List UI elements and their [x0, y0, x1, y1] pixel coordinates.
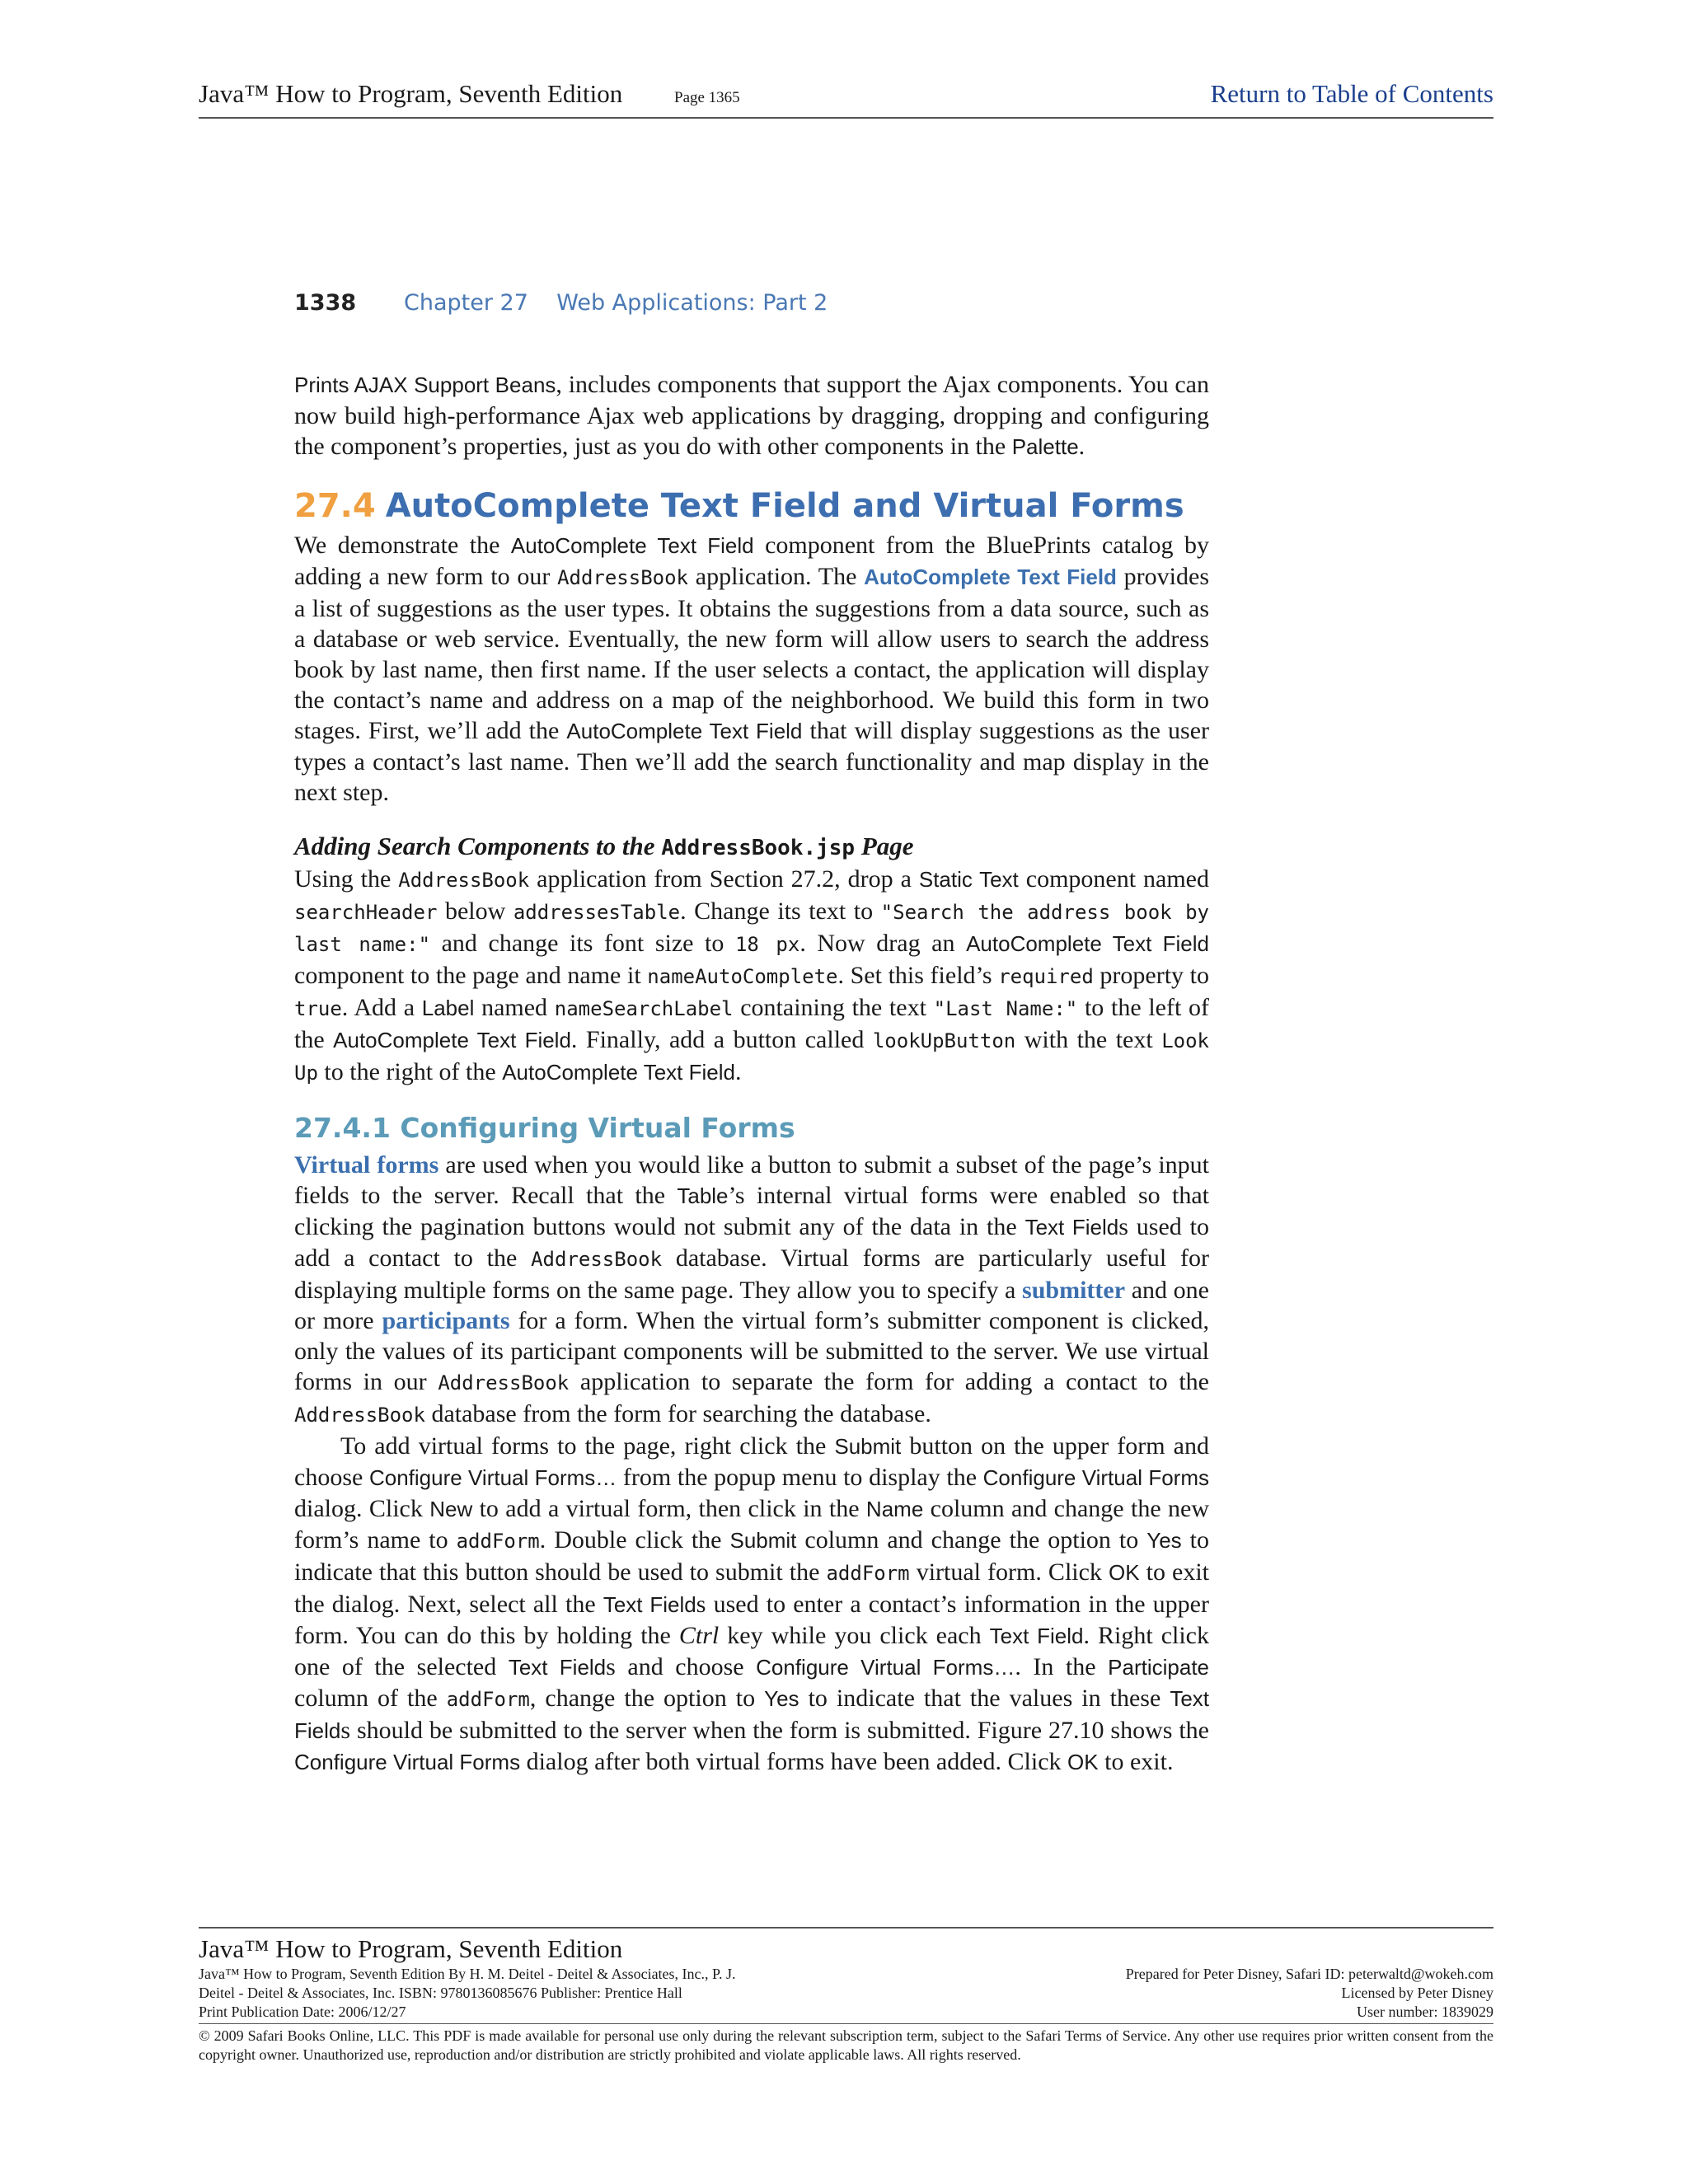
text: . Finally, add a button called: [570, 1026, 873, 1053]
code-term: searchHeader: [294, 901, 438, 924]
paragraph-virtual-forms: [294, 1150, 1209, 1431]
ui-term: Configure Virtual Forms: [982, 1465, 1209, 1490]
footer-copyright: © 2009 Safari Books Online, LLC. This PDF is made available for personal use only during the relevant subscription term, subject to the Safari Terms of Service. Any other use requires prior written consent from the copyright owner. Unauthorized use, reproduction and/or distribution are strictly prohibited and violate applicable laws. All rights reserved.: [199, 2023, 1493, 2064]
text: Page: [855, 832, 914, 860]
ui-term: OK: [1108, 1560, 1140, 1585]
text: dialog. Click: [294, 1495, 430, 1522]
section-heading-27-4: [294, 487, 1209, 525]
ui-term: Yes: [1146, 1528, 1182, 1553]
paragraph-intro: [294, 369, 1209, 462]
text: column of the: [294, 1685, 447, 1712]
chapter-title: Web Applications: Part 2: [556, 290, 828, 316]
text: column and change the new form’s name to: [294, 1495, 1209, 1554]
text: ’s internal virtual forms were enabled so that clicking the pagination buttons would not submit any of the data in the: [294, 1182, 1210, 1240]
chapter-number: Chapter 27: [404, 290, 528, 316]
code-term: AddressBook.jsp: [661, 836, 856, 860]
ui-term: Submit: [834, 1434, 902, 1459]
code-term: nameAutoComplete: [647, 965, 838, 988]
ui-term: AutoComplete Text Field: [566, 719, 803, 743]
text: column and change the option to: [796, 1526, 1147, 1554]
text: provides a list of suggestions as the user types. It obtains the suggestions from a data source, such as a database or web service. Eventually, the new form will allow users to search the address book by last name, then first name. If the user selects a contact, the application will display the contact’s name and address on a map of the neighborhood. We build this form in two stages. First, we’ll add the: [294, 563, 1209, 744]
footer-title: Java™ How to Program, Seventh Edition: [199, 1934, 623, 1963]
ui-term: Table: [677, 1183, 729, 1208]
ui-term: Text Field: [603, 1592, 696, 1617]
footer-row: [199, 1984, 1493, 2003]
top-header: [199, 76, 1493, 119]
section-heading-27-4-1: 27.4.1 Configuring Virtual Forms: [294, 1112, 795, 1144]
text: . Set this field’s: [837, 962, 999, 989]
key-name: Ctrl: [678, 1622, 720, 1649]
text: , change the option to: [529, 1685, 765, 1712]
section-title: AutoComplete Text Field and Virtual Forms: [385, 487, 1184, 525]
code-term: required: [998, 965, 1094, 988]
section-number: 27.4: [294, 487, 376, 525]
text: s should be submitted to the server when the form is submitted. Figure 27.10 shows the: [340, 1717, 1209, 1744]
page-area: [279, 280, 1236, 1871]
ui-term: Palette: [1011, 434, 1079, 459]
ui-term: OK: [1067, 1750, 1099, 1774]
footer-isbn: Deitel - Deitel & Associates, Inc. ISBN: 9780136085676 Publisher: Prentice Hall: [199, 1985, 682, 2001]
text: to exit.: [1098, 1748, 1174, 1775]
text: Adding Search Components to the: [294, 832, 662, 860]
text: . In the: [1015, 1653, 1109, 1680]
code-term: AddressBook: [438, 1371, 570, 1394]
key-term: submitter: [1022, 1277, 1126, 1304]
key-term: participants: [382, 1307, 510, 1334]
code-term: nameSearchLabel: [554, 997, 734, 1020]
text: property to: [1093, 962, 1210, 989]
text: button on the upper form and choose: [294, 1432, 1210, 1491]
text: s and choose: [606, 1653, 757, 1680]
code-term: lookUpButton: [872, 1029, 1016, 1052]
footer-row: [199, 1965, 1493, 1984]
ui-term: AutoComplete Text Field: [966, 931, 1210, 956]
text: to indicate that the values in these: [799, 1685, 1170, 1712]
code-term: Look Up: [294, 1029, 1209, 1085]
footer: [199, 1927, 1493, 2064]
text: , includes components that support the Ajax components. You can now build high-performance Ajax web applications by dragging, dropping and configuring the component’s properties, just as you do with other components in the: [294, 371, 1209, 460]
text: component named: [1018, 865, 1209, 893]
key-term: AutoComplete Text Field: [864, 565, 1117, 589]
text: and change its font size to: [430, 930, 735, 957]
book-title: Java™ How to Program, Seventh Edition: [199, 79, 623, 108]
text: to indicate that this button should be used to submit the: [294, 1526, 1209, 1586]
text: . Now drag an: [799, 930, 967, 957]
ui-term: Submit: [729, 1528, 797, 1553]
text: To add virtual forms to the page, right click the: [340, 1432, 835, 1460]
code-term: AddressBook: [531, 1248, 663, 1271]
text: . Add a: [341, 994, 422, 1021]
text: containing the text: [733, 994, 934, 1021]
footer-prepared-for: Prepared for Peter Disney, Safari ID: peterwaltd@wokeh.com: [1125, 1966, 1493, 1982]
text: that will display suggestions as the user types a contact’s last name. Then we’ll add the search functionality and map display in the next step.: [294, 717, 1209, 806]
footer-pub-date: Print Publication Date: 2006/12/27: [199, 2004, 406, 2020]
return-to-toc-link[interactable]: Return to Table of Contents: [1210, 79, 1493, 108]
text: named: [474, 994, 555, 1021]
text: key while you click each: [719, 1622, 990, 1649]
ui-term: Text Field: [1025, 1215, 1119, 1240]
text: . Double click the: [539, 1526, 730, 1554]
chapter-label: [404, 290, 828, 316]
ui-term: AutoComplete Text Field: [333, 1028, 571, 1052]
subheading-adding-search: [294, 831, 1209, 864]
ui-term: Configure Virtual Forms…: [368, 1465, 617, 1490]
text: to the right of the: [317, 1058, 503, 1085]
text: Using the: [294, 865, 399, 893]
ui-term: Text Field: [508, 1655, 607, 1680]
text: from the popup menu to display the: [617, 1464, 983, 1491]
text: s used to enter a contact’s information in the upper form. You can do this by holding the: [294, 1591, 1209, 1649]
footer-row: [199, 2003, 1493, 2022]
text: application to separate the form for adding a contact to the: [569, 1368, 1209, 1395]
code-term: "Search the address book by last name:": [294, 901, 1209, 956]
code-term: 18 px: [734, 933, 800, 956]
ui-term: Name: [865, 1497, 924, 1521]
page-label: Page 1365: [674, 89, 740, 106]
footer-user-number: User number: 1839029: [1357, 2004, 1493, 2020]
code-term: AddressBook: [557, 566, 689, 589]
text: with the text: [1015, 1026, 1162, 1053]
text: for a form. When the virtual form’s submitter component is clicked, only the values of its participant components will be submitted to the server. We use virtual forms in our: [294, 1307, 1209, 1395]
ui-term: Label: [421, 996, 475, 1020]
ui-term: Static Text: [918, 867, 1019, 892]
ui-term: Text Field: [989, 1624, 1084, 1648]
text: . Change its text to: [680, 898, 881, 925]
ui-term: Text Field: [294, 1686, 1209, 1743]
page-number: 1338: [294, 290, 357, 316]
text: .: [734, 1058, 742, 1085]
paragraph-autocomplete: [294, 530, 1209, 808]
ui-term: AutoComplete Text Field: [510, 533, 754, 558]
text: virtual form. Click: [909, 1558, 1109, 1586]
ui-term: New: [429, 1497, 473, 1521]
text: to add a virtual form, then click in the: [472, 1495, 866, 1522]
text: and one or more: [294, 1277, 1209, 1334]
text: application from Section 27.2, drop a: [529, 865, 919, 893]
ui-term: Prints AJAX Support Beans: [294, 373, 556, 397]
text: to the left of the: [294, 994, 1210, 1053]
text: dialog after both virtual forms have been added. Click: [520, 1748, 1068, 1775]
ui-term: Configure Virtual Forms: [294, 1750, 521, 1774]
text: are used when you would like a button to submit a subset of the page’s input fields to the server. Recall that the: [294, 1151, 1210, 1209]
paragraph-adding-search: [294, 864, 1209, 1089]
text: to exit the dialog. Next, select all the: [294, 1558, 1209, 1618]
code-term: AddressBook: [398, 869, 530, 892]
ui-term: Configure Virtual Forms…: [756, 1655, 1015, 1680]
text: . Right click one of the selected: [294, 1622, 1209, 1680]
ui-term: AutoComplete Text Field: [502, 1060, 735, 1085]
code-term: addForm: [446, 1688, 530, 1711]
text: below: [437, 898, 513, 925]
key-term: Virtual forms: [294, 1151, 439, 1179]
code-term: AddressBook: [294, 1404, 425, 1427]
running-head: [294, 290, 828, 316]
body-text: [294, 369, 1209, 1778]
code-term: addressesTable: [513, 901, 681, 924]
text: .: [1078, 433, 1085, 460]
text: component from the BluePrints catalog by adding a new form to our: [294, 532, 1209, 590]
text: component to the page and name it: [294, 962, 648, 989]
paragraph-add-virtual-forms: [294, 1431, 1209, 1778]
code-term: addForm: [456, 1530, 540, 1553]
text: application. The: [688, 563, 865, 590]
ui-term: Yes: [764, 1686, 799, 1711]
footer-licensed-by: Licensed by Peter Disney: [1341, 1985, 1493, 2001]
footer-book-info: Java™ How to Program, Seventh Edition By H. M. Deitel - Deitel & Associates, Inc., P. J.: [199, 1966, 736, 1982]
text: s used to add a contact to the: [294, 1213, 1209, 1272]
code-term: "Last Name:": [933, 997, 1078, 1020]
text: database from the form for searching the database.: [424, 1400, 931, 1427]
code-term: addForm: [826, 1562, 910, 1585]
text: database. Virtual forms are particularly useful for displaying multiple forms on the same page. They allow you to specify a: [294, 1244, 1210, 1304]
code-term: true: [294, 997, 342, 1020]
text: We demonstrate the: [294, 532, 511, 559]
ui-term: Participate: [1108, 1655, 1209, 1680]
